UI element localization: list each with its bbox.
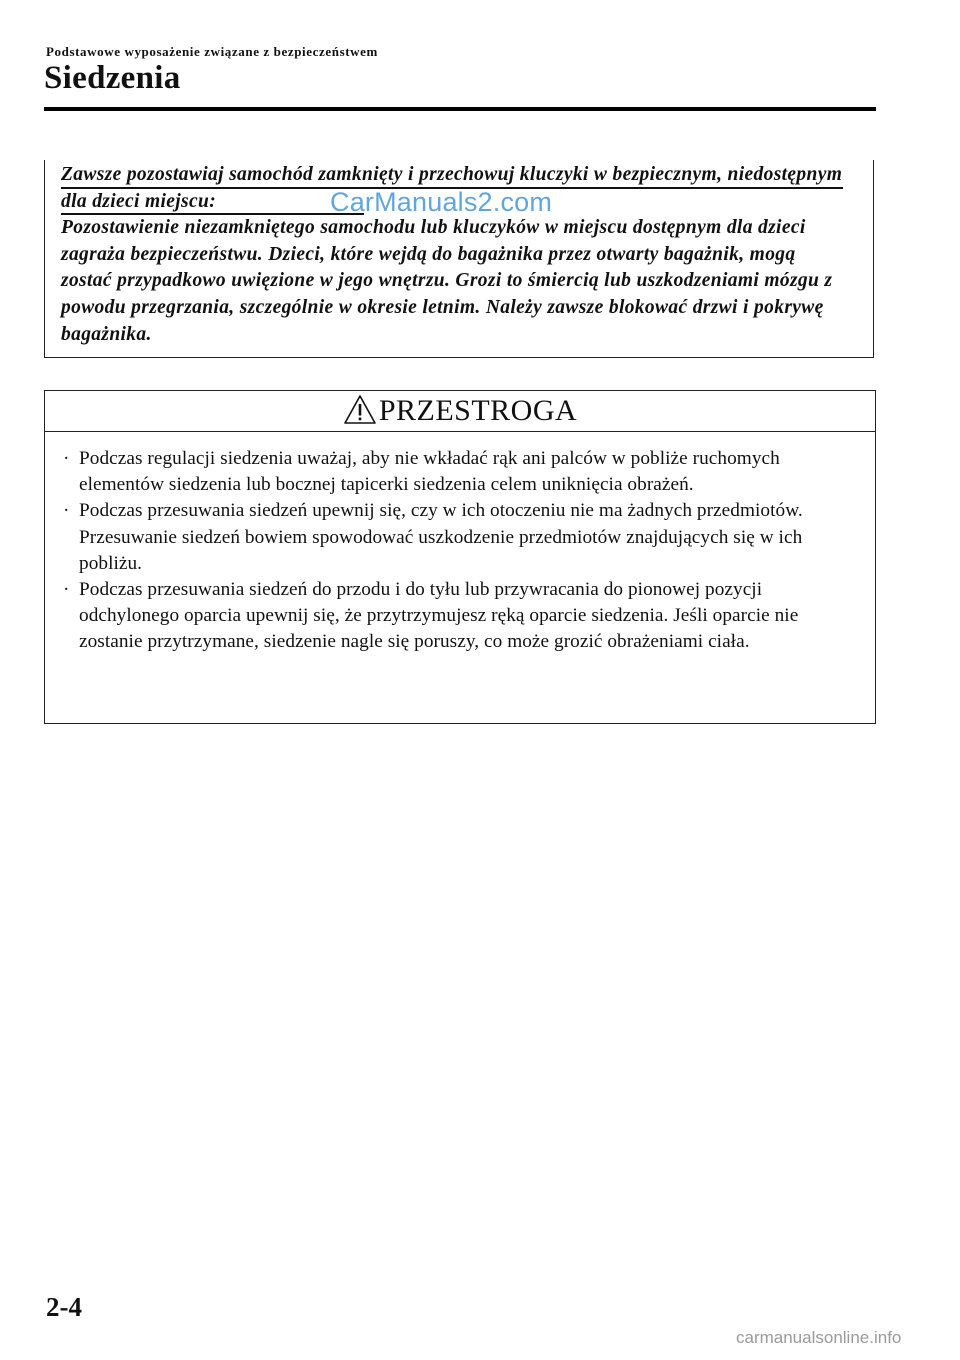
page-title: Siedzenia <box>44 60 181 96</box>
underline-row-2 <box>61 213 364 215</box>
caution-item-text: Podczas przesuwania siedzeń upewnij się, czy w ich otoczeniu nie ma żadnych przedmiotów. Przesuwanie siedzeń bowiem spowodować uszkodzenie przedmiotów znajdujących się w ich pobliżu. <box>79 500 803 574</box>
warning-triangle-icon <box>343 394 377 426</box>
caution-title: PRZESTROGA <box>378 394 578 427</box>
caution-list <box>63 446 853 656</box>
caution-item <box>63 498 853 577</box>
warning-paragraph-1: Zawsze pozostawiaj samochód zamknięty i przechowuj kluczyki w bezpiecznym, niedostępnym dla dzieci miejscu: <box>61 164 843 212</box>
caution-item-text: Podczas przesuwania siedzeń do przodu i do tyłu lub przywracania do pionowej pozycji odchylonego oparcia upewnij się, że przytrzymujesz ręką oparcie siedzenia. Jeśli oparcie nie zostanie przytrzymane, siedzenie nagle się poruszy, co może grozić obrażeniami ciała. <box>79 579 799 653</box>
bullet: · <box>63 579 70 601</box>
bullet: · <box>63 500 70 522</box>
caution-item-text: Podczas regulacji siedzenia uważaj, aby nie wkładać rąk ani palców w pobliże ruchomych elementów siedzenia lub bocznej tapicerki siedzenia celem uniknięcia obrażeń. <box>79 448 780 496</box>
title-rule <box>44 107 876 111</box>
section-label: Podstawowe wyposażenie związane z bezpieczeństwem <box>46 44 378 59</box>
caution-header <box>45 391 875 432</box>
bullet: · <box>63 448 70 469</box>
warning-paragraph-2: Pozostawienie niezamkniętego samochodu lub kluczyków w miejscu dostępnym dla dzieci zagraża bezpieczeństwu. Dzieci, które wejdą do bagażnika przez otwarty bagażnik, mogą zostać przypadkowo uwięzione w jego wnętrzu. Grozi to śmiercią lub uszkodzeniami mózgu z powodu przegrzania, szczególnie w okresie letnim. Należy zawsze blokować drzwi i pokrywę bagażnika. <box>61 217 833 345</box>
caution-item <box>63 577 853 656</box>
watermark: CarManuals2.com <box>330 187 553 217</box>
caution-item <box>63 446 853 498</box>
page-number: 2-4 <box>46 1292 82 1322</box>
caution-box <box>44 390 876 724</box>
footer-site-watermark: carmanualsonline.info <box>736 1328 902 1347</box>
